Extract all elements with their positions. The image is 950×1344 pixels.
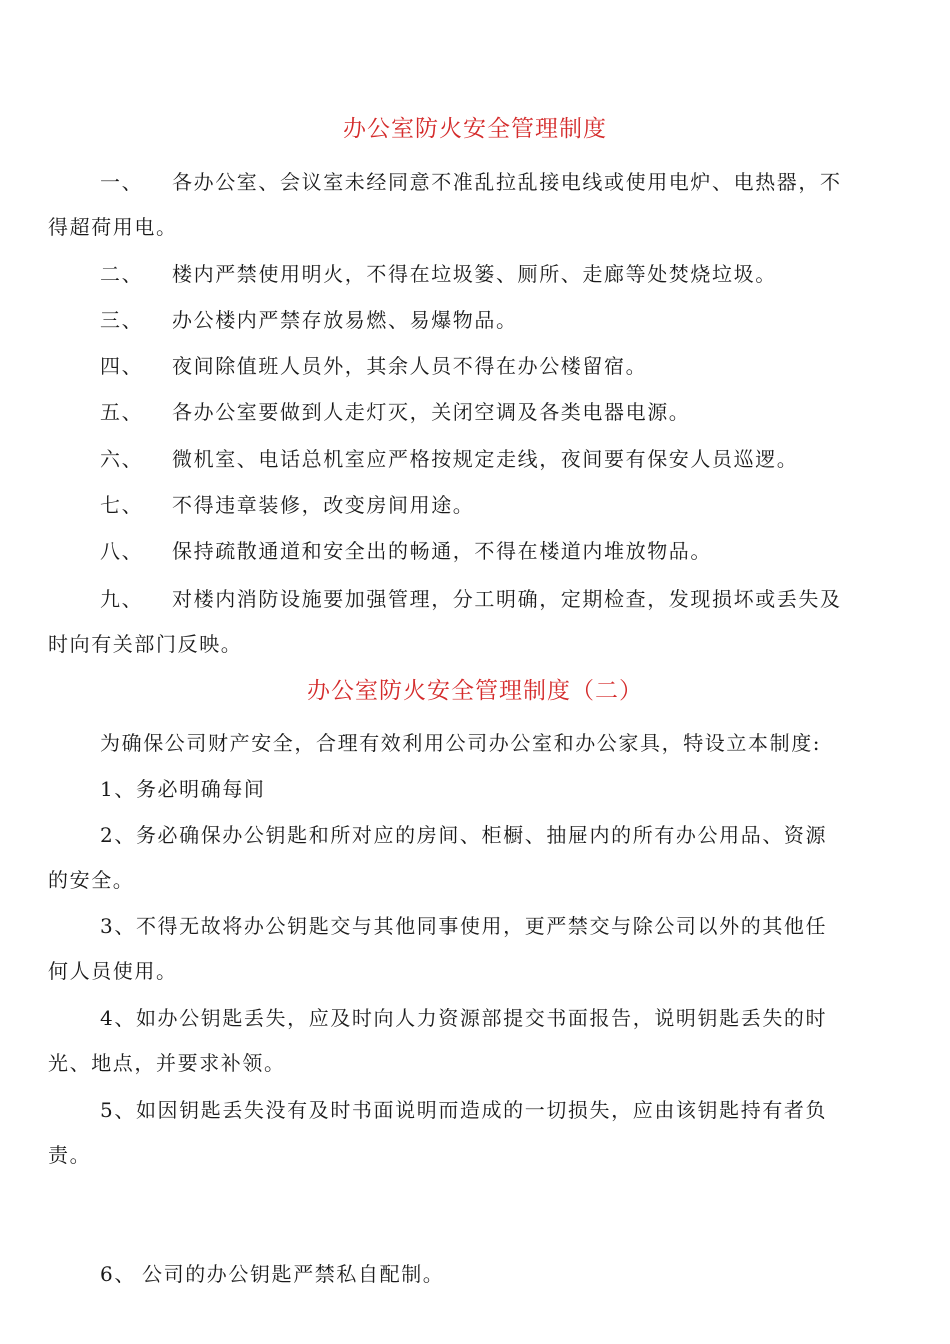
item-number: 四、 [100,354,144,378]
item-text: 各办公室、会议室未经同意不准乱拉乱接电线或使用电炉、电热器，不 [172,170,842,194]
item-text: 公司的办公钥匙严禁私自配制。 [142,1262,445,1286]
section2-item-6 [48,1252,900,1297]
section1-item-2 [48,252,900,297]
item-text: 如办公钥匙丢失，应及时向人力资源部提交书面报告，说明钥匙丢失的时 [135,1006,828,1030]
item-text: 夜间除值班人员外，其余人员不得在办公楼留宿。 [172,354,648,378]
item-text: 务必明确每间 [135,777,266,801]
intro-text: 为确保公司财产安全，合理有效利用公司办公室和办公家具，特设立本制度: [100,731,822,755]
item-number: 二、 [100,262,144,286]
item-number: 三、 [100,308,144,332]
item-continuation: 光、地点，并要求补领。 [48,1051,286,1075]
item-number: 5、 [100,1098,136,1122]
section2-intro [48,721,900,766]
section2-item-3 [48,904,900,994]
item-number: 1、 [100,777,136,801]
item-number: 4、 [100,1006,136,1030]
item-text: 保持疏散通道和安全出的畅通，不得在楼道内堆放物品。 [172,539,712,563]
section2-title: 办公室防火安全管理制度（二） [307,678,643,704]
item-number: 五、 [100,400,144,424]
section1-item-8 [48,529,900,574]
item-text: 办公楼内严禁存放易燃、易爆物品。 [172,308,518,332]
item-text: 不得无故将办公钥匙交与其他同事使用，更严禁交与除公司以外的其他任 [135,914,828,938]
section2-item-1 [48,767,900,812]
item-continuation: 得超荷用电。 [48,215,178,239]
item-continuation: 何人员使用。 [48,959,178,983]
section1-item-9 [48,577,900,667]
section1-item-4 [48,344,900,389]
item-number: 3、 [100,914,136,938]
section1-item-1 [48,160,900,250]
section2-item-4 [48,996,900,1086]
section1-title: 办公室防火安全管理制度 [343,116,607,142]
section1-item-7 [48,483,900,528]
item-text: 不得违章装修，改变房间用途。 [172,493,475,517]
item-text: 楼内严禁使用明火，不得在垃圾篓、厕所、走廊等处焚烧垃圾。 [172,262,777,286]
item-number: 七、 [100,493,144,517]
item-number: 一、 [100,170,144,194]
item-text: 对楼内消防设施要加强管理，分工明确，定期检查，发现损坏或丢失及 [172,587,842,611]
item-continuation: 时向有关部门反映。 [48,632,243,656]
section2-item-5 [48,1088,900,1178]
item-text: 如因钥匙丢失没有及时书面说明而造成的一切损失，应由该钥匙持有者负 [135,1098,828,1122]
section1-item-6 [48,437,900,482]
item-text: 微机室、电话总机室应严格按规定走线，夜间要有保安人员巡逻。 [172,447,799,471]
item-continuation: 责。 [48,1143,92,1167]
section1-item-3 [48,298,900,343]
item-number: 2、 [100,823,136,847]
section2-item-2 [48,813,900,903]
item-number: 九、 [100,587,144,611]
item-number: 八、 [100,539,144,563]
item-number: 6、 [100,1262,136,1286]
item-text: 各办公室要做到人走灯灭，关闭空调及各类电器电源。 [172,400,691,424]
item-continuation: 的安全。 [48,868,135,892]
item-text: 务必确保办公钥匙和所对应的房间、柜橱、抽屉内的所有办公用品、资源 [135,823,828,847]
item-number: 六、 [100,447,144,471]
section1-item-5 [48,390,900,435]
